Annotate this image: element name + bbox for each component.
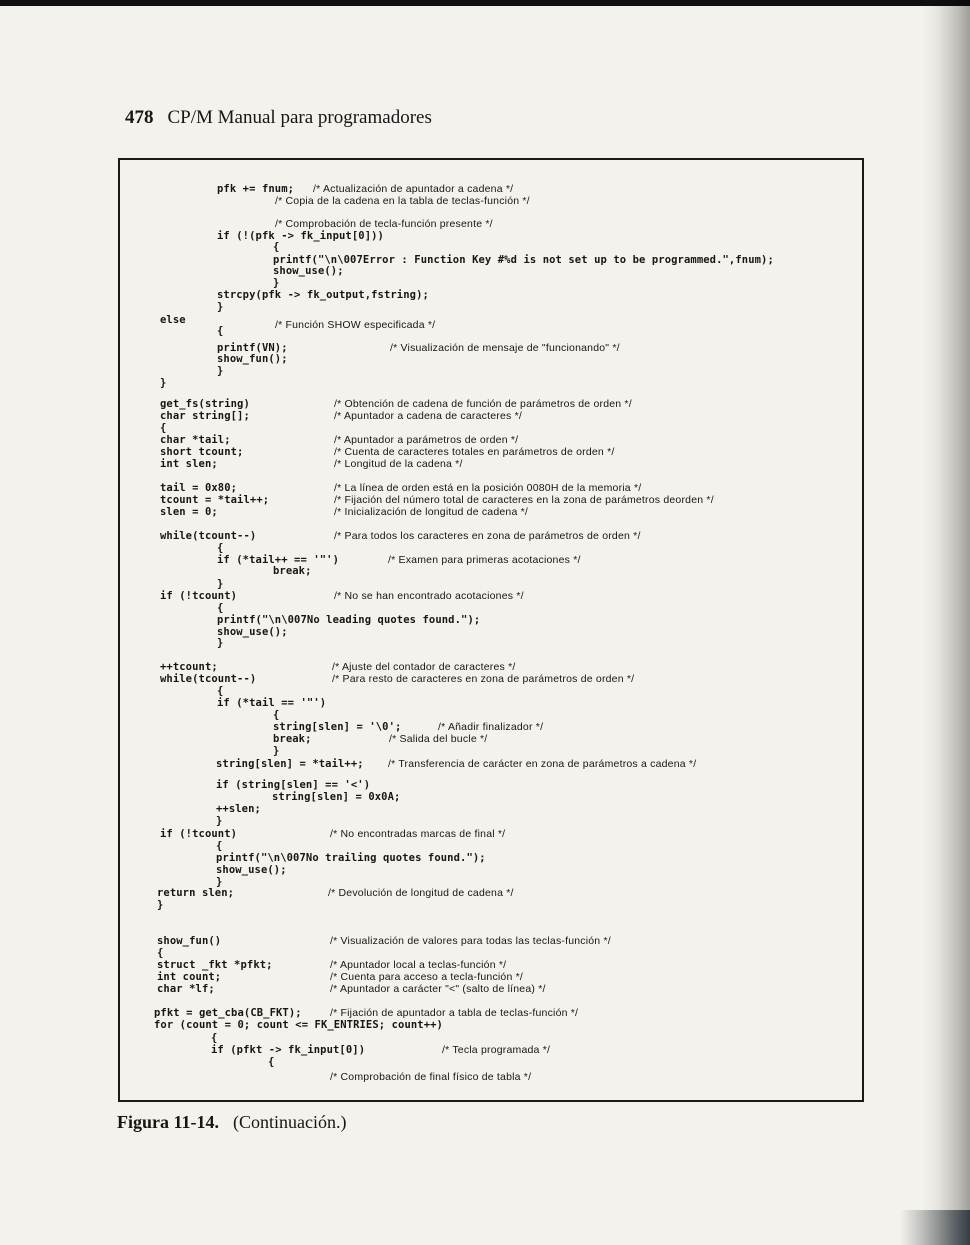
code-line: } [273,277,280,289]
code-line: slen = 0; [160,506,218,518]
code-line: } [217,578,224,590]
code-comment: /* Comprobación de final físico de tabla */ [330,1071,532,1083]
code-line: } [160,377,167,389]
code-line: break; [273,733,312,745]
code-line: } [157,899,164,911]
code-line: int count; [157,971,222,983]
code-line: } [216,876,223,888]
code-line: short tcount; [160,446,244,458]
code-line: } [217,301,224,313]
page-number: 478 [125,107,154,128]
code-line: { [217,325,224,337]
code-comment: /* Visualización de mensaje de "funcionando" */ [390,342,620,354]
code-line: show_use(); [216,864,287,876]
code-line: strcpy(pfk -> fk_output,fstring); [217,289,429,301]
code-comment: /* Salida del bucle */ [389,733,488,745]
code-comment: /* Apuntador a parámetros de orden */ [334,434,519,446]
code-line: { [217,542,224,554]
code-line: return slen; [157,887,235,899]
figure-caption [117,1110,346,1134]
code-line: if (pfkt -> fk_input[0]) [211,1044,366,1056]
code-comment: /* No encontradas marcas de final */ [330,828,506,840]
code-line: { [217,685,224,697]
code-line: else [160,314,186,326]
code-line: get_fs(string) [160,398,250,410]
page-header [125,106,432,130]
code-line: if (!(pfk -> fk_input[0])) [217,230,384,242]
code-comment: /* Para todos los caracteres en zona de parámetros de orden */ [334,530,641,542]
code-comment: /* La línea de orden está en la posición 0080H de la memoria */ [334,482,642,494]
code-line: int slen; [160,458,218,470]
code-comment: /* Fijación de apuntador a tabla de teclas-función */ [330,1007,579,1019]
code-comment: /* Examen para primeras acotaciones */ [388,554,581,566]
code-line: { [268,1056,275,1068]
code-line: { [216,840,223,852]
code-line: string[slen] = '\0'; [273,721,402,733]
code-line: if (!tcount) [160,590,238,602]
code-line: } [217,637,224,649]
code-line: show_use(); [273,265,344,277]
code-line: if (*tail == '"') [217,697,327,709]
code-line: pfkt = get_cba(CB_FKT); [154,1007,302,1019]
code-comment: /* Longitud de la cadena */ [334,458,463,470]
code-line: } [217,365,224,377]
code-comment: /* Para resto de caracteres en zona de parámetros de orden */ [332,673,635,685]
code-line: show_fun(); [217,353,288,365]
code-line: tcount = *tail++; [160,494,270,506]
code-line: { [157,947,164,959]
code-comment: /* Cuenta para acceso a tecla-función */ [330,971,524,983]
code-comment: /* Ajuste del contador de caracteres */ [332,661,516,673]
code-comment: /* Apuntador a carácter "<" (salto de línea) */ [330,983,546,995]
code-line: { [160,422,167,434]
code-line: printf("\n\007No trailing quotes found."); [216,852,486,864]
code-line: break; [273,565,312,577]
code-line: } [273,745,280,757]
code-line: ++slen; [216,803,261,815]
code-line: string[slen] = 0x0A; [272,791,401,803]
code-line: { [273,709,280,721]
code-line: printf("\n\007No leading quotes found."); [217,614,481,626]
page-corner-shadow [900,1210,970,1245]
code-line: if (string[slen] == '<') [216,779,371,791]
code-comment: /* Cuenta de caracteres totales en parámetros de orden */ [334,446,615,458]
code-comment: /* No se han encontrado acotaciones */ [334,590,524,602]
code-line: { [217,602,224,614]
code-comment: /* Tecla programada */ [442,1044,551,1056]
code-comment: /* Comprobación de tecla-función presente */ [275,218,493,230]
code-line: while(tcount--) [160,673,257,685]
code-line: char string[]; [160,410,250,422]
code-comment: /* Transferencia de carácter en zona de parámetros a cadena */ [388,758,697,770]
code-line: { [273,241,280,253]
book-title: CP/M Manual para programadores [167,107,432,128]
code-line: struct _fkt *pfkt; [157,959,273,971]
code-line: if (*tail++ == '"') [217,554,340,566]
code-line: show_fun() [157,935,222,947]
code-line: printf(VN); [217,342,288,354]
code-comment: /* Obtención de cadena de función de parámetros de orden */ [334,398,632,410]
code-line: while(tcount--) [160,530,257,542]
code-line: char *tail; [160,434,231,446]
figure-caption-text: (Continuación.) [233,1112,347,1132]
code-comment: /* Fijación del número total de caracteres en la zona de parámetros deorden */ [334,494,714,506]
code-line: string[slen] = *tail++; [216,758,364,770]
code-line: char *lf; [157,983,215,995]
code-comment: /* Devolución de longitud de cadena */ [328,887,514,899]
code-line: if (!tcount) [160,828,238,840]
code-line: printf("\n\007Error : Function Key #%d is not set up to be programmed.",fnum); [273,254,774,266]
code-line: ++tcount; [160,661,218,673]
code-line: for (count = 0; count <= FK_ENTRIES; count++) [154,1019,443,1031]
figure-label: Figura 11-14. [117,1112,219,1132]
code-comment: /* Actualización de apuntador a cadena */ [313,183,514,195]
code-line: show_use(); [217,626,288,638]
code-comment: /* Añadir finalizador */ [438,721,544,733]
code-line: pfk += fnum; [217,183,295,195]
code-comment: /* Apuntador local a teclas-función */ [330,959,507,971]
code-line: } [216,815,223,827]
code-comment: /* Apuntador a cadena de caracteres */ [334,410,522,422]
code-line: { [211,1032,218,1044]
page-edge-shadow [922,0,970,1245]
code-comment: /* Inicialización de longitud de cadena */ [334,506,529,518]
code-comment: /* Copia de la cadena en la tabla de teclas-función */ [275,195,530,207]
scan-top-edge [0,0,970,6]
code-comment: /* Visualización de valores para todas las teclas-función */ [330,935,611,947]
code-comment: /* Función SHOW especificada */ [275,319,436,331]
code-line: tail = 0x80; [160,482,238,494]
